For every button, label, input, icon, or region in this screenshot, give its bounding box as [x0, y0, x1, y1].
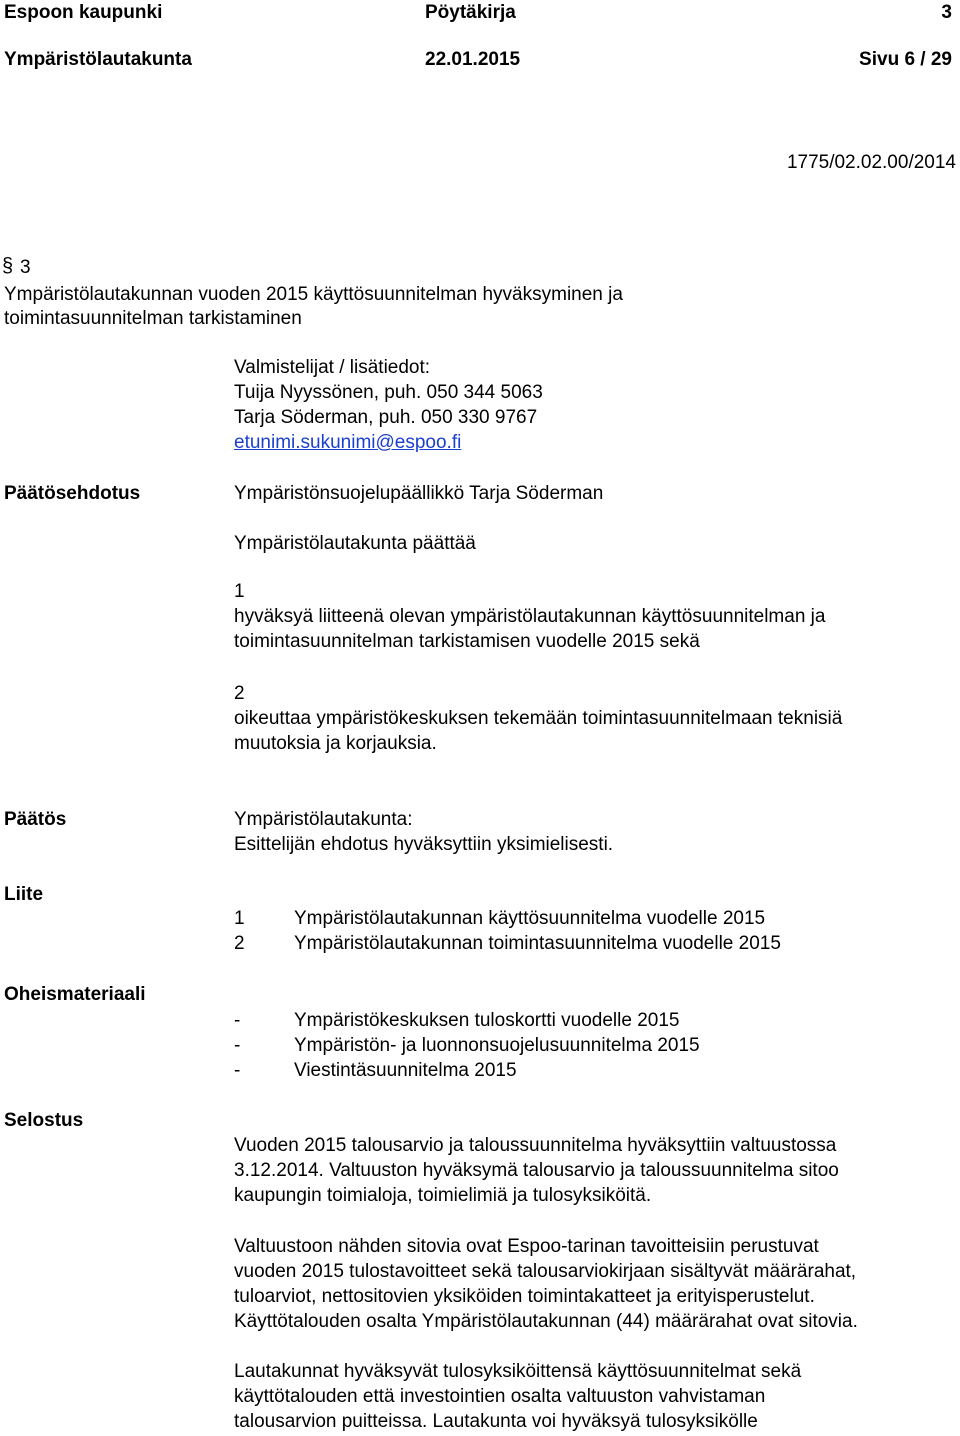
explanation-label: Selostus: [4, 1110, 84, 1131]
proposal-item-1-line2: toimintasuunnitelman tarkistamisen vuodelle 2015 sekä: [234, 631, 700, 652]
proposal-label: Päätösehdotus: [4, 483, 141, 504]
list-item: [234, 906, 954, 931]
attachment-list: [234, 906, 954, 956]
list-item-text: Ympäristökeskuksen tuloskortti vuodelle 2015: [294, 1010, 680, 1031]
additional-material-list: [234, 1008, 954, 1083]
list-item-number: 2: [234, 933, 245, 954]
proposal-item-2-line2: muutoksia ja korjauksia.: [234, 733, 437, 754]
list-item-dash: -: [234, 1035, 241, 1056]
decision-text: Esittelijän ehdotus hyväksyttiin yksimielisesti.: [234, 834, 614, 855]
paragraph-line: 3.12.2014. Valtuuston hyväksymä talousarvio ja taloussuunnitelma sitoo: [234, 1160, 839, 1181]
page-number: Sivu 6 / 29: [859, 49, 952, 70]
paragraph-line: Käyttötalouden osalta Ympäristölautakunnan (44) määrärahat ovat sitovia.: [234, 1311, 858, 1332]
paragraph-line: käyttötalouden että investointien osalta valtuuston vahvistaman: [234, 1386, 766, 1407]
list-item-text: Ympäristölautakunnan toimintasuunnitelma vuodelle 2015: [294, 933, 781, 954]
section-number: 3: [20, 257, 31, 278]
list-item-dash: -: [234, 1060, 241, 1081]
city-name: Espoon kaupunki: [4, 2, 163, 23]
diary-number: 1775/02.02.00/2014: [786, 152, 956, 173]
section-sign-icon: [2, 252, 18, 278]
attachment-label: Liite: [4, 884, 44, 905]
list-item-number: 1: [234, 908, 245, 929]
explanation-paragraph-1: [234, 1133, 954, 1208]
section-title-line1: Ympäristölautakunnan vuoden 2015 käyttösuunnitelman hyväksyminen ja: [4, 284, 623, 305]
svg-text:§: §: [2, 255, 14, 277]
list-item-dash: -: [234, 1010, 241, 1031]
preparers-heading: Valmistelijat / lisätiedot:: [234, 357, 431, 378]
document-type: Pöytäkirja: [425, 2, 516, 23]
item-number-header: 3: [941, 2, 952, 23]
section-title-line2: toimintasuunnitelman tarkistaminen: [4, 308, 302, 329]
email-link[interactable]: etunimi.sukunimi@espoo.fi: [234, 432, 462, 453]
explanation-paragraph-3: [234, 1359, 954, 1434]
proposal-item-2: [234, 681, 954, 756]
paragraph-line: Vuoden 2015 talousarvio ja taloussuunnitelma hyväksyttiin valtuustossa: [234, 1135, 837, 1156]
decides-line: Ympäristölautakunta päättää: [234, 533, 476, 554]
proposal-item-2-line1: oikeuttaa ympäristökeskuksen tekemään toimintasuunnitelmaan teknisiä: [234, 708, 843, 729]
board-name: Ympäristölautakunta: [4, 49, 192, 70]
decision-board: Ympäristölautakunta:: [234, 809, 413, 830]
paragraph-line: kaupungin toimialoja, toimielimiä ja tulosyksiköitä.: [234, 1185, 652, 1206]
list-item-text: Ympäristölautakunnan käyttösuunnitelma vuodelle 2015: [294, 908, 766, 929]
paragraph-line: Valtuustoon nähden sitovia ovat Espoo-tarinan tavoitteisiin perustuvat: [234, 1236, 819, 1257]
proposal-item-1: [234, 579, 954, 654]
list-item-text: Ympäristön- ja luonnonsuojelusuunnitelma 2015: [294, 1035, 700, 1056]
proposal-item-1-line1: hyväksyä liitteenä olevan ympäristölautakunnan käyttösuunnitelman ja: [234, 606, 826, 627]
paragraph-line: talousarvion puitteissa. Lautakunta voi hyväksyä tulosyksikölle: [234, 1411, 758, 1432]
preparer-2: Tarja Söderman, puh. 050 330 9767: [234, 407, 538, 428]
list-item: [234, 1008, 954, 1033]
preparer-1: Tuija Nyyssönen, puh. 050 344 5063: [234, 382, 543, 403]
list-item: [234, 1058, 954, 1083]
meeting-date: 22.01.2015: [425, 49, 521, 70]
list-item-text: Viestintäsuunnitelma 2015: [294, 1060, 517, 1081]
decision-label: Päätös: [4, 809, 67, 830]
preparers-block: [234, 355, 954, 455]
list-item: [234, 931, 954, 956]
paragraph-line: vuoden 2015 tulostavoitteet sekä talousarviokirjaan sisältyvät määrärahat,: [234, 1261, 857, 1282]
paragraph-line: tuloarviot, nettositovien yksiköiden toimintakatteet ja erityisperustelut.: [234, 1286, 815, 1307]
proposal-item-2-number: 2: [234, 683, 245, 704]
paragraph-line: Lautakunnat hyväksyvät tulosyksiköittensä käyttösuunnitelmat sekä: [234, 1361, 802, 1382]
proposal-item-1-number: 1: [234, 581, 245, 602]
decision-block: [234, 807, 954, 857]
list-item: [234, 1033, 954, 1058]
proposer: Ympäristönsuojelupäällikkö Tarja Söderman: [234, 483, 604, 504]
additional-material-label: Oheismateriaali: [4, 984, 146, 1005]
explanation-paragraph-2: [234, 1234, 954, 1334]
